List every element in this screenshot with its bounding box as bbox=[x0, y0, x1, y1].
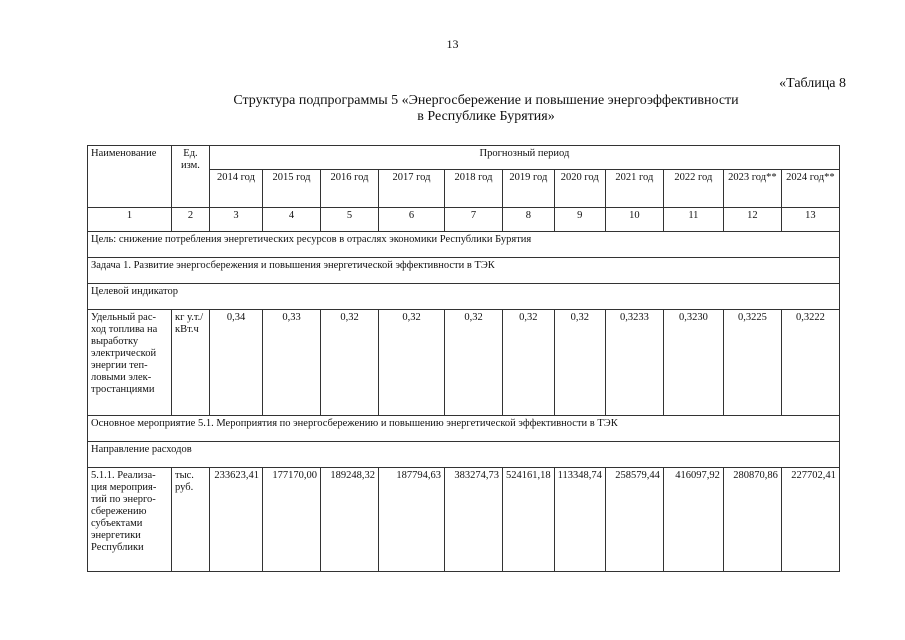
header-unit: Ед. изм. bbox=[172, 146, 210, 208]
indicator-value: 0,32 bbox=[379, 310, 445, 416]
header-year: 2015 год bbox=[263, 170, 321, 208]
indicator-value: 0,3230 bbox=[663, 310, 723, 416]
document-title bbox=[120, 93, 852, 125]
expense-value: 524161,18 bbox=[503, 468, 555, 572]
header-year: 2014 год bbox=[210, 170, 263, 208]
expense-value: 177170,00 bbox=[263, 468, 321, 572]
header-forecast-period: Прогнозный период bbox=[210, 146, 840, 170]
header-year: 2022 год bbox=[663, 170, 723, 208]
indicator-heading-row: Целевой индикатор bbox=[88, 284, 840, 310]
expense-value: 416097,92 bbox=[663, 468, 723, 572]
column-number: 8 bbox=[503, 208, 555, 232]
column-number: 4 bbox=[263, 208, 321, 232]
column-number-row bbox=[88, 208, 840, 232]
expense-unit: тыс. руб. bbox=[172, 468, 210, 572]
column-number: 2 bbox=[172, 208, 210, 232]
header-name: Наименование bbox=[88, 146, 172, 208]
indicator-value: 0,32 bbox=[554, 310, 605, 416]
expense-value: 233623,41 bbox=[210, 468, 263, 572]
expense-value: 113348,74 bbox=[554, 468, 605, 572]
header-year: 2020 год bbox=[554, 170, 605, 208]
expense-value: 383274,73 bbox=[445, 468, 503, 572]
column-number: 6 bbox=[379, 208, 445, 232]
subprogram-structure-table bbox=[87, 145, 840, 572]
column-number: 1 bbox=[88, 208, 172, 232]
indicator-value: 0,32 bbox=[321, 310, 379, 416]
header-year: 2016 год bbox=[321, 170, 379, 208]
header-year: 2017 год bbox=[379, 170, 445, 208]
expense-value: 280870,86 bbox=[723, 468, 781, 572]
header-year: 2023 год** bbox=[723, 170, 781, 208]
column-number: 7 bbox=[445, 208, 503, 232]
indicator-value: 0,32 bbox=[445, 310, 503, 416]
indicator-value: 0,3233 bbox=[605, 310, 663, 416]
indicator-value: 0,3222 bbox=[781, 310, 839, 416]
header-year: 2024 год** bbox=[781, 170, 839, 208]
page-number: 13 bbox=[446, 37, 459, 51]
indicator-value: 0,33 bbox=[263, 310, 321, 416]
table-reference: «Таблица 8 bbox=[779, 76, 846, 91]
goal-row: Цель: снижение потребления энергетических ресурсов в отраслях экономики Республики Бурятия bbox=[88, 232, 840, 258]
expense-name: 5.1.1. Реализа-ция мероприя-тий по энерго-сбережению субъектами энергетики Республики bbox=[88, 468, 172, 572]
indicator-name: Удельный рас-ход топлива на выработку электрической энергии теп-ловыми элек-тростанциями bbox=[88, 310, 172, 416]
expense-heading-row: Направление расходов bbox=[88, 442, 840, 468]
title-line-2: в Республике Бурятия» bbox=[417, 109, 555, 124]
indicator-value: 0,32 bbox=[503, 310, 555, 416]
header-year: 2021 год bbox=[605, 170, 663, 208]
task-row: Задача 1. Развитие энергосбережения и повышения энергетической эффективности в ТЭК bbox=[88, 258, 840, 284]
indicator-value: 0,34 bbox=[210, 310, 263, 416]
main-activity-row: Основное мероприятие 5.1. Мероприятия по энергосбережению и повышению энергетической эффективности в ТЭК bbox=[88, 416, 840, 442]
header-year: 2018 год bbox=[445, 170, 503, 208]
indicator-value: 0,3225 bbox=[723, 310, 781, 416]
column-number: 10 bbox=[605, 208, 663, 232]
column-number: 13 bbox=[781, 208, 839, 232]
column-number: 3 bbox=[210, 208, 263, 232]
expense-value: 189248,32 bbox=[321, 468, 379, 572]
expense-data-row bbox=[88, 468, 840, 572]
indicator-data-row bbox=[88, 310, 840, 416]
column-number: 9 bbox=[554, 208, 605, 232]
title-line-1: Структура подпрограммы 5 «Энергосбережение и повышение энергоэффективности bbox=[233, 93, 739, 108]
indicator-unit: кг у.т./ кВт.ч bbox=[172, 310, 210, 416]
column-number: 12 bbox=[723, 208, 781, 232]
expense-value: 227702,41 bbox=[781, 468, 839, 572]
header-year: 2019 год bbox=[503, 170, 555, 208]
expense-value: 258579,44 bbox=[605, 468, 663, 572]
expense-value: 187794,63 bbox=[379, 468, 445, 572]
column-number: 5 bbox=[321, 208, 379, 232]
column-number: 11 bbox=[663, 208, 723, 232]
